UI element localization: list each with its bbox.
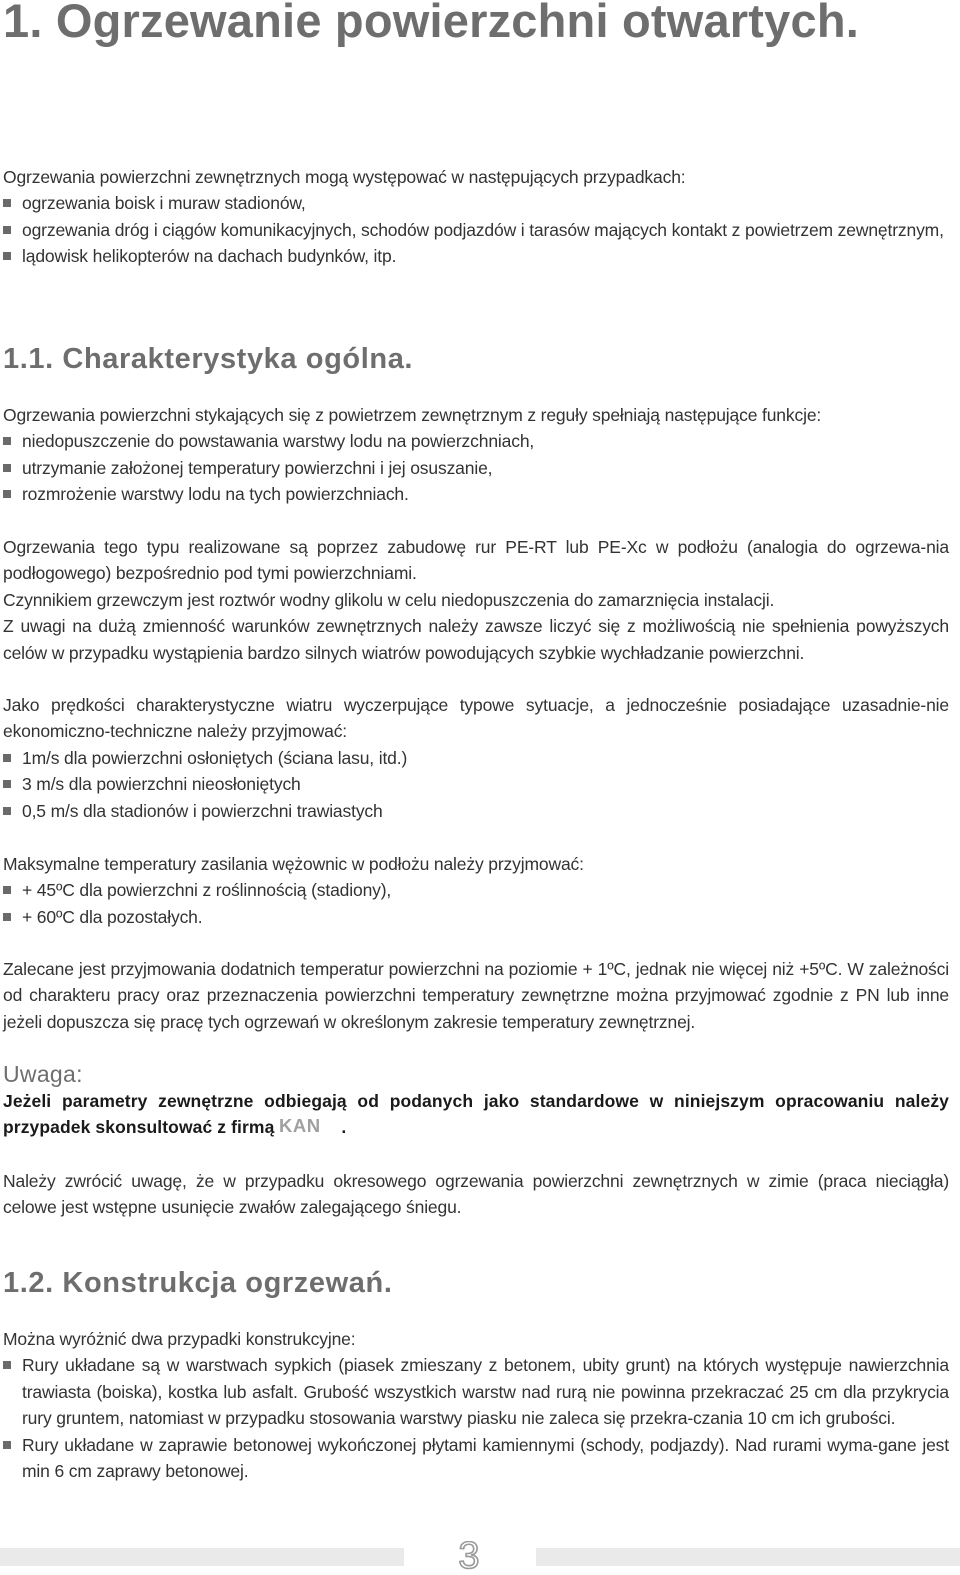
page-title: 1. Ogrzewanie powierzchni otwartych. — [3, 0, 859, 47]
intro-list — [3, 190, 949, 269]
recommendation-section — [3, 956, 949, 1035]
intro-section — [3, 164, 949, 270]
wind-list — [3, 745, 949, 824]
realization-section — [3, 534, 949, 666]
temperature-list — [3, 877, 949, 930]
kan-logo-text: KAN — [279, 1118, 321, 1134]
conditions-paragraph: Z uwagi na dużą zmienność warunków zewnętrznych należy zawsze liczyć się z możliwością nie spełnienia powyższych celów w przypadku wystąpienia bardzo silnych wiatrów powodujących szybkie wychładzanie powierzchni. — [3, 616, 949, 663]
temperature-lead: Maksymalne temperatury zasilania wężownic w podłożu należy przyjmować: — [3, 854, 584, 874]
note-section — [3, 1060, 949, 1141]
list-item: 3 m/s dla powierzchni nieosłoniętych — [3, 771, 949, 797]
construction-lead: Można wyróżnić dwa przypadki konstrukcyjne: — [3, 1329, 356, 1349]
wind-section — [3, 692, 949, 824]
construction-list — [3, 1352, 949, 1484]
list-item: ogrzewania dróg i ciągów komunikacyjnych, schodów podjazdów i tarasów mających kontakt z powietrzem zewnętrznym, — [3, 217, 949, 243]
footer-bar-right — [536, 1548, 960, 1566]
functions-lead: Ogrzewania powierzchni stykających się z powietrzem zewnętrznym z reguły spełniają następujące funkcje: — [3, 405, 822, 425]
list-item: 0,5 m/s dla stadionów i powierzchni trawiastych — [3, 798, 949, 824]
construction-section — [3, 1326, 949, 1484]
temperature-section — [3, 851, 949, 930]
list-item: niedopuszczenie do powstawania warstwy lodu na powierzchniach, — [3, 428, 949, 454]
page-number-text: 3 — [458, 1541, 480, 1571]
footer-bar-left — [0, 1548, 404, 1566]
list-item: utrzymanie założonej temperatury powierzchni i jej osuszanie, — [3, 455, 949, 481]
functions-list — [3, 428, 949, 507]
section-heading-1-1: 1.1. Charakterystyka ogólna. — [3, 343, 414, 375]
wind-lead: Jako prędkości charakterystyczne wiatru wyczerpujące typowe sytuacje, a jednocześnie posiadające uzasadnie-nie ekonomiczno-techniczne należy przyjmować: — [3, 695, 949, 742]
medium-paragraph: Czynnikiem grzewczym jest roztwór wodny glikolu w celu niedopuszczenia do zamarznięcia instalacji. — [3, 589, 775, 610]
recommendation-paragraph: Zalecane jest przyjmowania dodatnich temperatur powierzchni na poziomie + 1ºC, jednak nie więcej niż +5ºC. W zależności od charakteru pracy oraz przeznaczenia powierzchni temperatury zewnętrzne można przyjmować zgodnie z PN lub inne jeżeli dopuszcza się pracę tych ogrzewań w określonym zakresie temperatury zewnętrznej. — [3, 959, 949, 1032]
note-body: Jeżeli parametry zewnętrzne odbiegają od podanych jako standardowe w niniejszym opracowaniu należy przypadek skonsultować z firmą — [3, 1091, 949, 1138]
section-heading-1-2: 1.2. Konstrukcja ogrzewań. — [3, 1267, 393, 1299]
snow-paragraph: Należy zwrócić uwagę, że w przypadku okresowego ogrzewania powierzchni zewnętrznych w zimie (praca nieciągła) celowe jest wstępne usunięcie zwałów zalegającego śniegu. — [3, 1171, 949, 1218]
page-number — [448, 1541, 490, 1571]
note-end: . — [341, 1117, 347, 1138]
list-item: + 45ºC dla powierzchni z roślinnością (stadiony), — [3, 877, 949, 903]
list-item: 1m/s dla powierzchni osłoniętych (ściana lasu, itd.) — [3, 745, 949, 771]
note-text — [3, 1088, 949, 1141]
list-item: Rury układane są w warstwach sypkich (piasek zmieszany z betonem, ubity grunt) na których występuje nawierzchnia trawiasta (boiska), kostka lub asfalt. Grubość wszystkich warstw nad rurą nie powinna przekraczać 25 cm dla przykrycia rury gruntem, natomiast w przypadku stosowania warstwy piasku nie zaleca się przekra-czania 10 cm ich grubości. — [3, 1352, 949, 1431]
note-label: Uwaga: — [3, 1061, 83, 1087]
list-item: Rury układane w zaprawie betonowej wykończonej płytami kamiennymi (schody, podjazdy). Nad rurami wyma-gane jest min 6 cm zaprawy betonowej. — [3, 1432, 949, 1485]
list-item: ogrzewania boisk i muraw stadionów, — [3, 190, 949, 216]
list-item: rozmrożenie warstwy lodu na tych powierzchniach. — [3, 481, 949, 507]
realization-paragraph: Ogrzewania tego typu realizowane są poprzez zabudowę rur PE-RT lub PE-Xc w podłożu (analogia do ogrzewa-nia podłogowego) bezpośrednio pod tymi powierzchniami. — [3, 537, 949, 584]
list-item: lądowisk helikopterów na dachach budynków, itp. — [3, 243, 949, 269]
kan-logo-icon — [279, 1118, 341, 1133]
intro-lead: Ogrzewania powierzchni zewnętrznych mogą występować w następujących przypadkach: — [3, 167, 686, 187]
snow-section — [3, 1168, 949, 1221]
list-item: + 60ºC dla pozostałych. — [3, 904, 949, 930]
functions-section — [3, 402, 949, 508]
